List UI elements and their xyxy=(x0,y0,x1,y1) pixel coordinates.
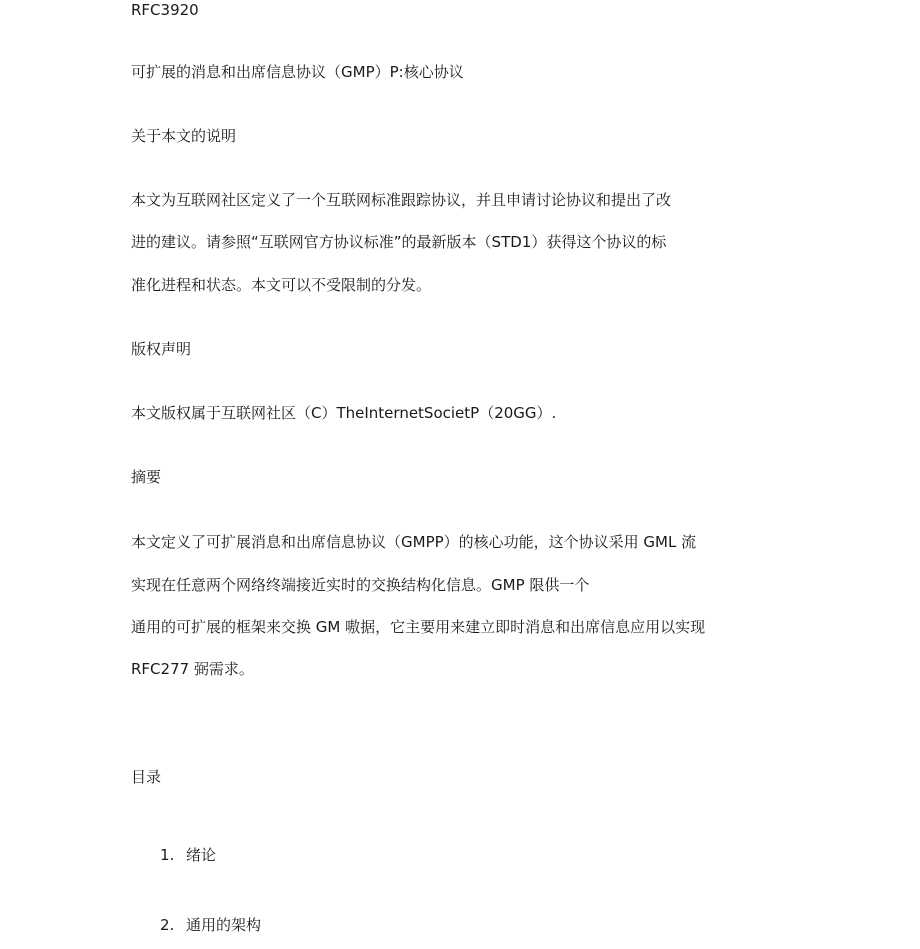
toc-heading: 目录 xyxy=(131,768,162,786)
toc-item-introduction[interactable] xyxy=(160,845,216,865)
toc-item-label: 通用的架构 xyxy=(186,916,262,934)
abstract-line-3: 通用的可扩展的框架来交换 GM 嗷据，它主要用来建立即时消息和出席信息应用以实现 xyxy=(131,618,706,636)
abstract-line-2: 实现在任意两个网络终端接近实时的交换结构化信息。GMP 限供一个 xyxy=(131,576,590,594)
about-line-1: 本文为互联网社区定义了一个互联网标准跟踪协议，并且申请讨论协议和提出了改 xyxy=(131,191,672,209)
toc-item-label: 绪论 xyxy=(186,846,217,864)
copyright-heading: 版权声明 xyxy=(131,340,192,358)
document-title: 可扩展的消息和出席信息协议（GMP）P:核心协议 xyxy=(131,63,464,81)
about-line-2: 进的建议。请参照“互联网官方协议标准”的最新版本（STD1）获得这个协议的标 xyxy=(131,233,667,251)
toc-item-number: 2. xyxy=(160,916,175,934)
abstract-line-4: RFC277 弼需求。 xyxy=(131,660,254,678)
rfc-number: RFC3920 xyxy=(131,1,199,19)
abstract-heading: 摘要 xyxy=(131,468,162,486)
abstract-line-1: 本文定义了可扩展消息和出席信息协议（GMPP）的核心功能，这个协议采用 GML 流 xyxy=(131,533,697,551)
about-heading: 关于本文的说明 xyxy=(131,127,237,145)
toc-item-number: 1. xyxy=(160,846,175,864)
copyright-text: 本文版权属于互联网社区（C）TheInternetSocietP（20GG）. xyxy=(131,404,557,422)
about-line-3: 准化进程和状态。本文可以不受限制的分发。 xyxy=(131,276,432,294)
toc-item-general-architecture[interactable] xyxy=(160,915,261,935)
